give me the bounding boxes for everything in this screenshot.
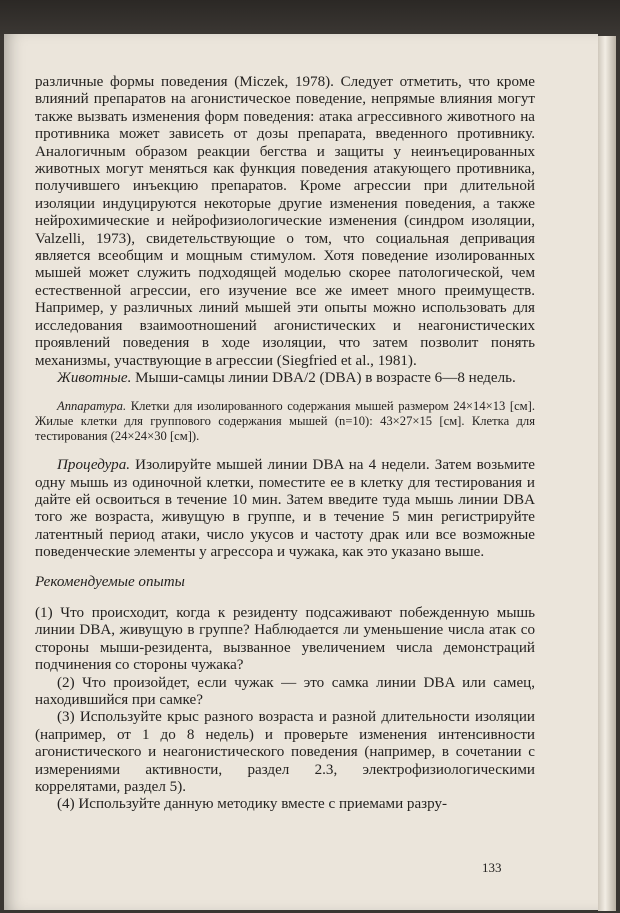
experiment-3: (3) Используйте крыс разного возраста и разной длительности изоляции (например, от 1 до 8 недель) и проверьте изменения интенсивности агонистического и неагонистического поведения (например, в сочетании с измерениями активности, раздел 2.3, электрофизиологическими коррелятами, раздел 5).	[35, 709, 535, 795]
page-text	[35, 74, 535, 814]
apparatus-text: Клетки для изолированного содержания мышей размером 24×14×13 [см]. Жилые клетки для группового содержания мышей (n=10): 43×27×15 [см]. Клетка для тестирования (24×24×30 [см]).	[35, 399, 535, 443]
section-heading: Рекомендуемые опыты	[35, 573, 185, 590]
animals-text: Мыши-самцы линии DBA/2 (DBA) в возрасте 6—8 недель.	[131, 369, 516, 386]
paragraph-intro: различные формы поведения (Miczek, 1978). Следует отметить, что кроме влияний препаратов на агонистическое поведение, непрямые влияния могут также вызвать изменения форм поведения: атака агрессивного животного на противника может зависеть от дозы препарата, введенного противнику. Аналогичным образом реакции бегства и защиты у неинъецированных животных могут меняться как функция поведения атакующего противника, получившего инъекцию препаратов. Кроме агрессии при длительной изоляции индуцируются некоторые другие изменения поведения, а также нейрохимические и нейрофизиологические изменения (синдром изоляции, Valzelli, 1973), свидетельствующие о том, что социальная депривация является всеобщим и мощным стимулом. Хотя поведение изолированных мышей может служить подходящей моделью скорее патологической, чем естественной агрессии, его изучение все же имеет много преимуществ. Например, у различных линий мышей эти опыты можно использовать для исследования взаимоотношений агонистических и неагонистических проявлений поведения в ходе изоляции, что затем позволит понять механизмы, участвующие в агрессии (Siegfried et al., 1981).	[35, 74, 535, 369]
experiment-4: (4) Используйте данную методику вместе с приемами разру-	[57, 796, 448, 813]
book-page	[4, 34, 598, 910]
experiment-1: (1) Что происходит, когда к резиденту подсаживают побежденную мышь линии DBA, живущую в группе? Наблюдается ли уменьшение числа атак со стороны мыши-резидента, вызванное увеличением числа демонстраций подчинения со стороны чужака?	[35, 604, 535, 674]
paragraph-animals	[35, 370, 535, 387]
apparatus-label: Аппаратура.	[57, 399, 127, 414]
experiment-2: (2) Что произойдет, если чужак — это самка линии DBA или самец, находившийся при самке?	[35, 674, 535, 708]
page-number: 133	[482, 860, 502, 875]
paragraph-apparatus	[35, 399, 535, 443]
procedure-text: Изолируйте мышей линии DBA на 4 недели. Затем возьмите одну мышь из одиночной клетки, поместите ее в клетку для тестирования и дайте ей освоиться в течение 10 мин. Затем введите туда мышь линии DBA того же возраста, живущую в группе, и в течение 5 мин регистрируйте латентный период атаки, число укусов и частоту драк или все возможные поведенческие элементы у агрессора и чужака, как это указано выше.	[35, 457, 535, 561]
paragraph-procedure	[35, 457, 535, 561]
animals-label: Животные.	[57, 369, 132, 386]
procedure-label: Процедура.	[57, 457, 131, 474]
page-stack-edge	[598, 36, 616, 911]
